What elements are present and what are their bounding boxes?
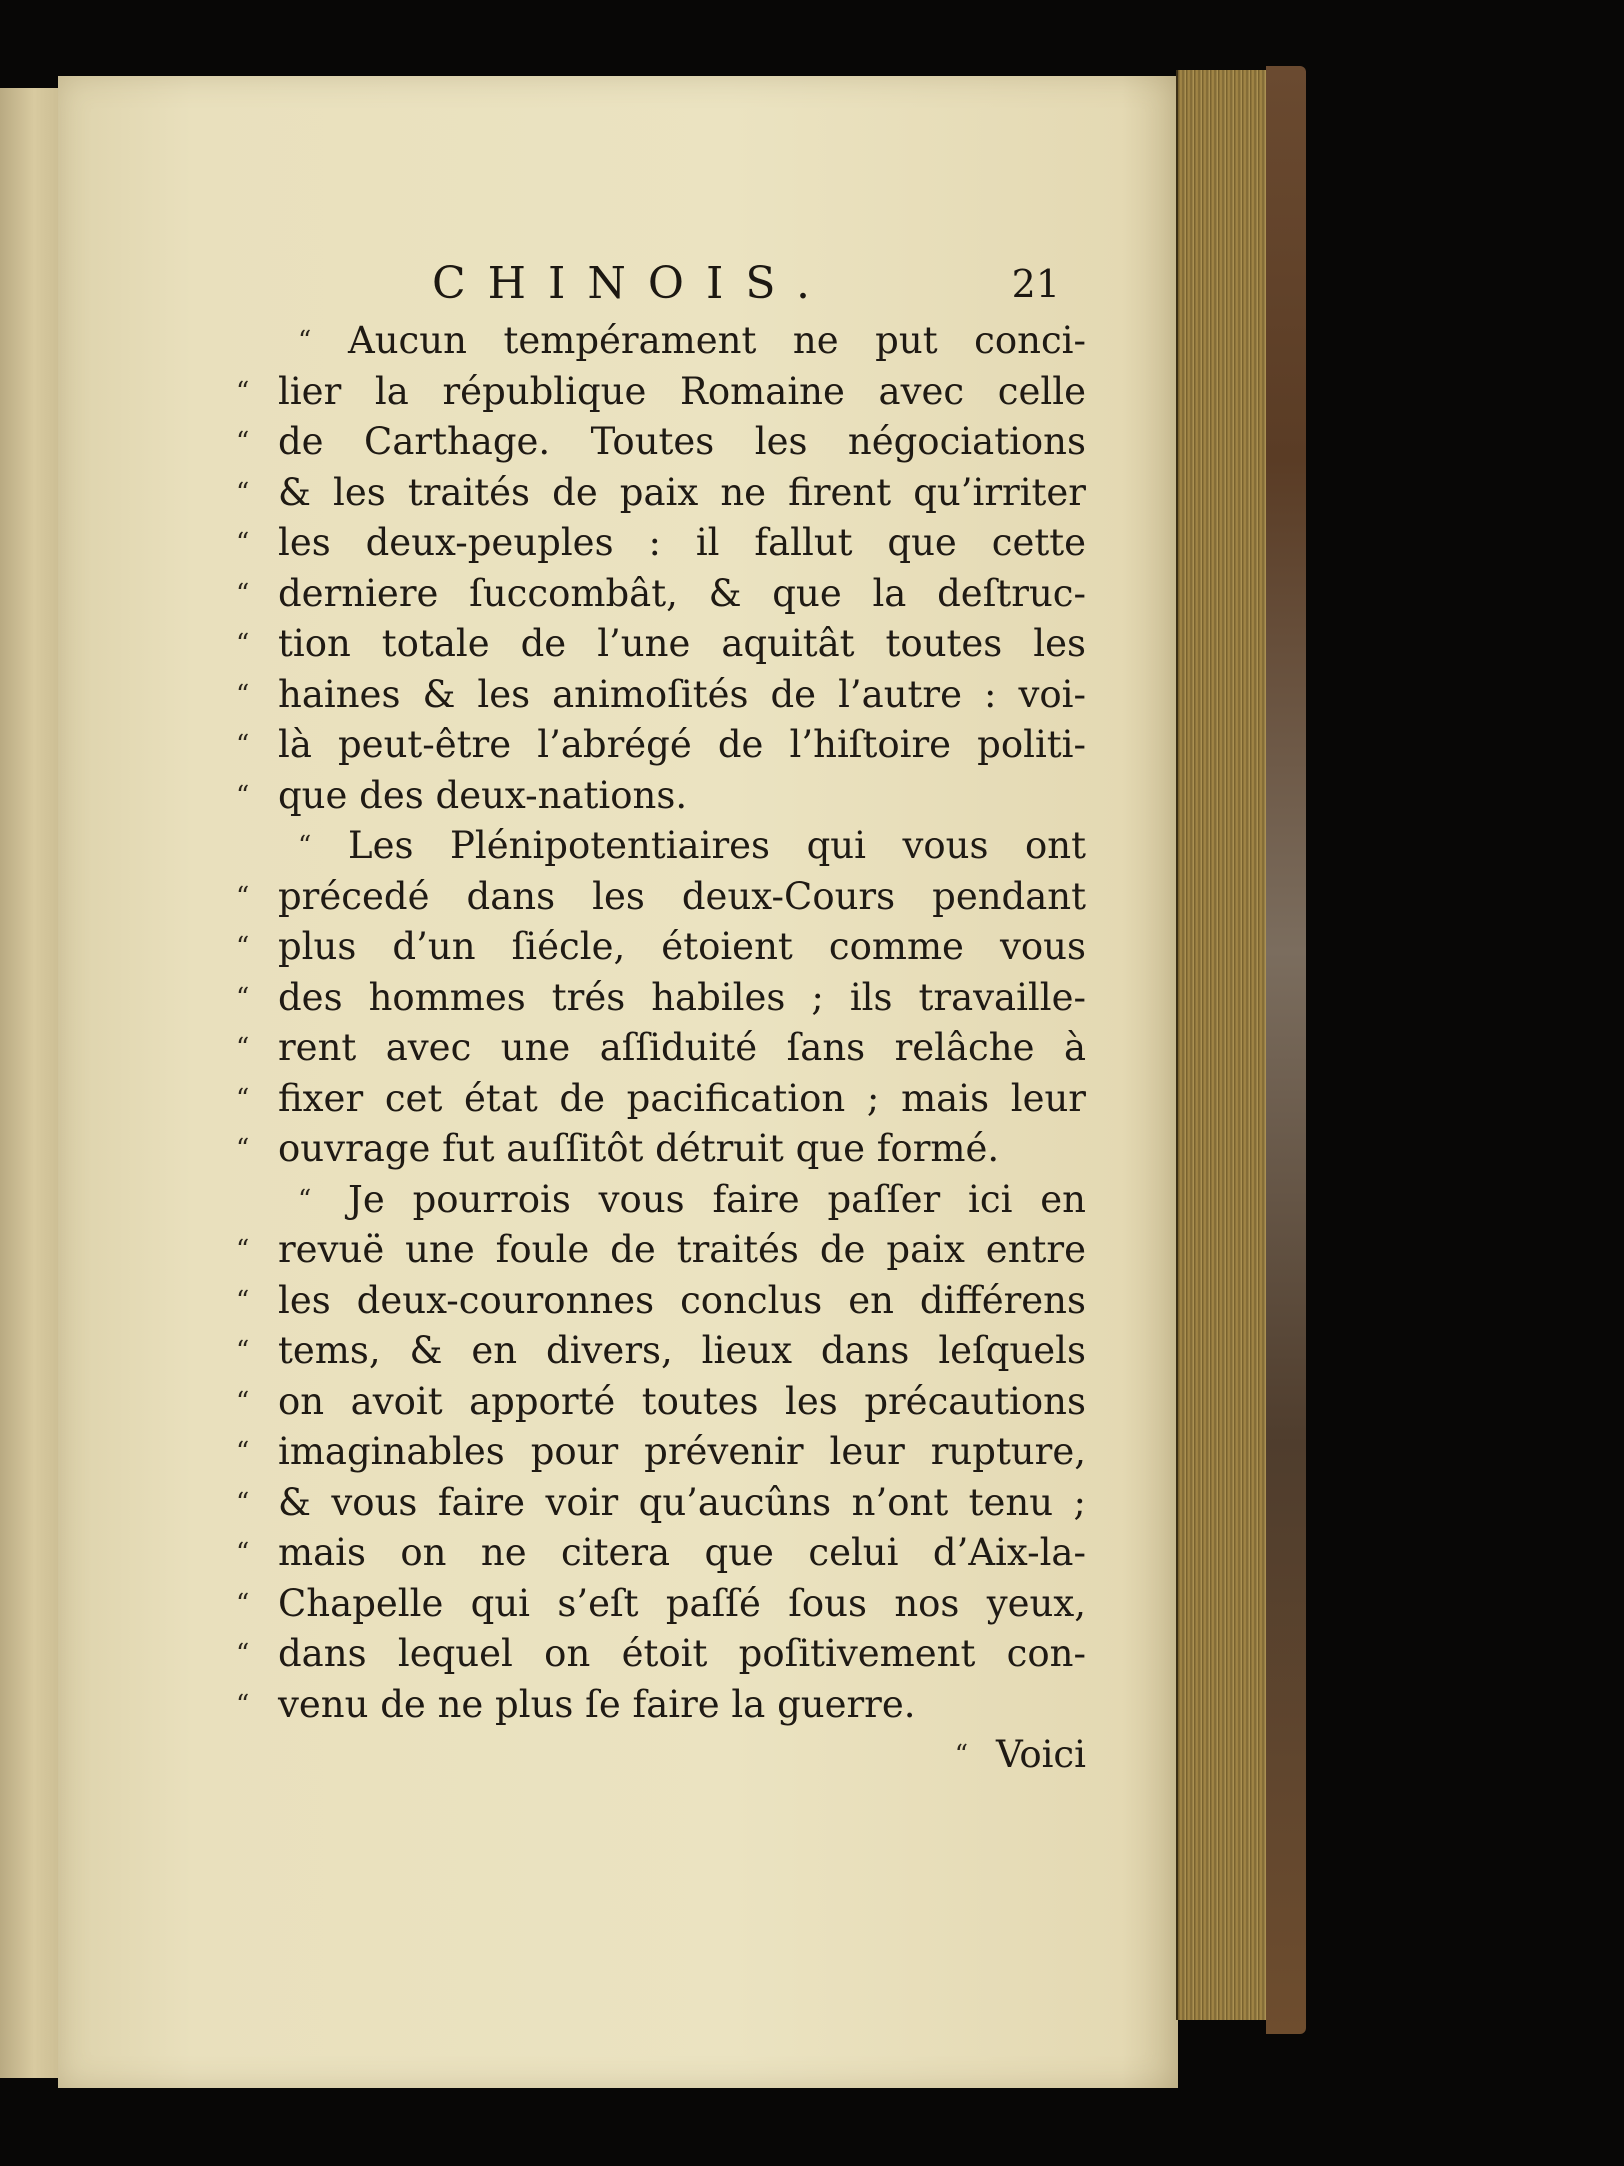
text-line	[236, 670, 1086, 721]
line-text: imaginables pour prévenir leur rupture,	[278, 1430, 1086, 1473]
text-line	[236, 518, 1086, 569]
quote-mark: “	[236, 1639, 250, 1669]
text-line	[236, 367, 1086, 418]
quote-mark: “	[236, 730, 250, 760]
text-line	[236, 1023, 1086, 1074]
line-text: Chapelle qui s’eſt paſſé ſous nos yeux,	[278, 1581, 1086, 1625]
line-text: ouvrage fut auſſitôt détruit que formé.	[278, 1127, 1000, 1170]
text-line	[236, 771, 1086, 822]
quote-mark: “	[954, 1740, 968, 1770]
text-line	[236, 468, 1086, 519]
line-text: les deux-couronnes conclus en différens	[278, 1278, 1086, 1322]
line-text: mais on ne citera que celui d’Aix-la-	[278, 1531, 1086, 1574]
text-line	[236, 316, 1086, 367]
quote-mark: “	[236, 1336, 250, 1366]
previous-page-edge	[0, 88, 64, 2078]
quote-mark: “	[236, 477, 250, 508]
text-line	[236, 1276, 1086, 1327]
line-text: tion totale de l’une aquitât toutes les	[278, 622, 1086, 665]
quote-mark: “	[236, 1134, 250, 1164]
quote-mark: “	[236, 1235, 250, 1265]
quote-mark: “	[236, 1487, 250, 1518]
catchword-line	[236, 1730, 1086, 1781]
text-line	[236, 720, 1086, 771]
quote-mark: “	[236, 629, 250, 659]
quote-mark: “	[236, 780, 250, 811]
text-line	[236, 1074, 1086, 1125]
quote-mark: “	[236, 932, 250, 962]
line-text: Aucun tempérament ne put conci-	[348, 319, 1086, 362]
page-number: 21	[1011, 262, 1060, 306]
line-text: lier la république Romaine avec celle	[278, 369, 1086, 413]
text-line	[236, 1175, 1086, 1226]
text-line	[236, 1427, 1086, 1478]
quote-mark: “	[236, 679, 250, 710]
text-line	[236, 1528, 1086, 1579]
text-line	[236, 1326, 1086, 1377]
text-line	[236, 872, 1086, 923]
line-text: derniere ſuccombât, & que la deſtruc-	[278, 571, 1086, 615]
line-text: Les Plénipotentiaires qui vous ont	[348, 824, 1086, 867]
line-text: & vous faire voir qu’aucûns n’ont tenu ;	[278, 1480, 1086, 1524]
quote-mark: “	[236, 427, 250, 457]
quote-mark: “	[236, 881, 250, 912]
page-header	[432, 258, 1060, 318]
quote-mark: “	[298, 326, 312, 356]
quote-mark: “	[298, 1184, 312, 1215]
text-line	[236, 1478, 1086, 1529]
page-block-edge	[1176, 70, 1270, 2020]
quote-mark: “	[236, 1386, 250, 1417]
quote-mark: “	[236, 578, 250, 609]
line-text: rent avec une aſſiduité ſans relâche à	[278, 1026, 1086, 1069]
line-text: tems, & en divers, lieux dans leſquels	[278, 1329, 1086, 1372]
text-line	[236, 922, 1086, 973]
text-line	[236, 1629, 1086, 1680]
line-text: venu de ne plus ſe faire la guerre.	[278, 1682, 916, 1726]
body-text	[236, 316, 1086, 1781]
quote-mark: “	[298, 831, 312, 861]
line-text: haines & les animoſités de l’autre : voi-	[278, 672, 1086, 716]
line-text: on avoit apporté toutes les précautions	[278, 1379, 1086, 1423]
line-text: plus d’un ſiécle, étoient comme vous	[278, 925, 1086, 968]
catchword: Voici	[996, 1733, 1086, 1776]
quote-mark: “	[236, 1437, 250, 1467]
quote-mark: “	[236, 1033, 250, 1063]
quote-mark: “	[236, 1689, 250, 1720]
quote-mark: “	[236, 376, 250, 407]
line-text: revuë une foule de traités de paix entre	[278, 1228, 1086, 1271]
line-text: que des deux-nations.	[278, 773, 688, 817]
quote-mark: “	[236, 1285, 250, 1316]
quote-mark: “	[236, 1538, 250, 1568]
line-text: les deux-peuples : il fallut que cette	[278, 521, 1086, 564]
line-text: dans lequel on étoit poſitivement con-	[278, 1632, 1086, 1675]
quote-mark: “	[236, 1588, 250, 1619]
text-line	[236, 1579, 1086, 1630]
line-text: & les traités de paix ne firent qu’irriter	[278, 470, 1086, 514]
text-line	[236, 1680, 1086, 1731]
text-line	[236, 1124, 1086, 1175]
line-text: précedé dans les deux-Cours pendant	[278, 874, 1086, 918]
text-line	[236, 1377, 1086, 1428]
text-line	[236, 417, 1086, 468]
quote-mark: “	[236, 982, 250, 1013]
line-text: là peut-être l’abrégé de l’hiſtoire politi-	[278, 723, 1086, 766]
text-line	[236, 569, 1086, 620]
text-line	[236, 619, 1086, 670]
line-text: des hommes trés habiles ; ils travaille-	[278, 975, 1086, 1019]
text-line	[236, 1225, 1086, 1276]
quote-mark: “	[236, 1083, 250, 1114]
text-line	[236, 973, 1086, 1024]
line-text: de Carthage. Toutes les négociations	[278, 420, 1086, 463]
line-text: fixer cet état de pacification ; mais leur	[278, 1076, 1086, 1120]
quote-mark: “	[236, 528, 250, 558]
running-title: CHINOIS.	[432, 258, 832, 309]
leather-cover-edge	[1266, 66, 1306, 2034]
line-text: Je pourrois vous faire paſſer ici en	[348, 1177, 1086, 1221]
text-line	[236, 821, 1086, 872]
